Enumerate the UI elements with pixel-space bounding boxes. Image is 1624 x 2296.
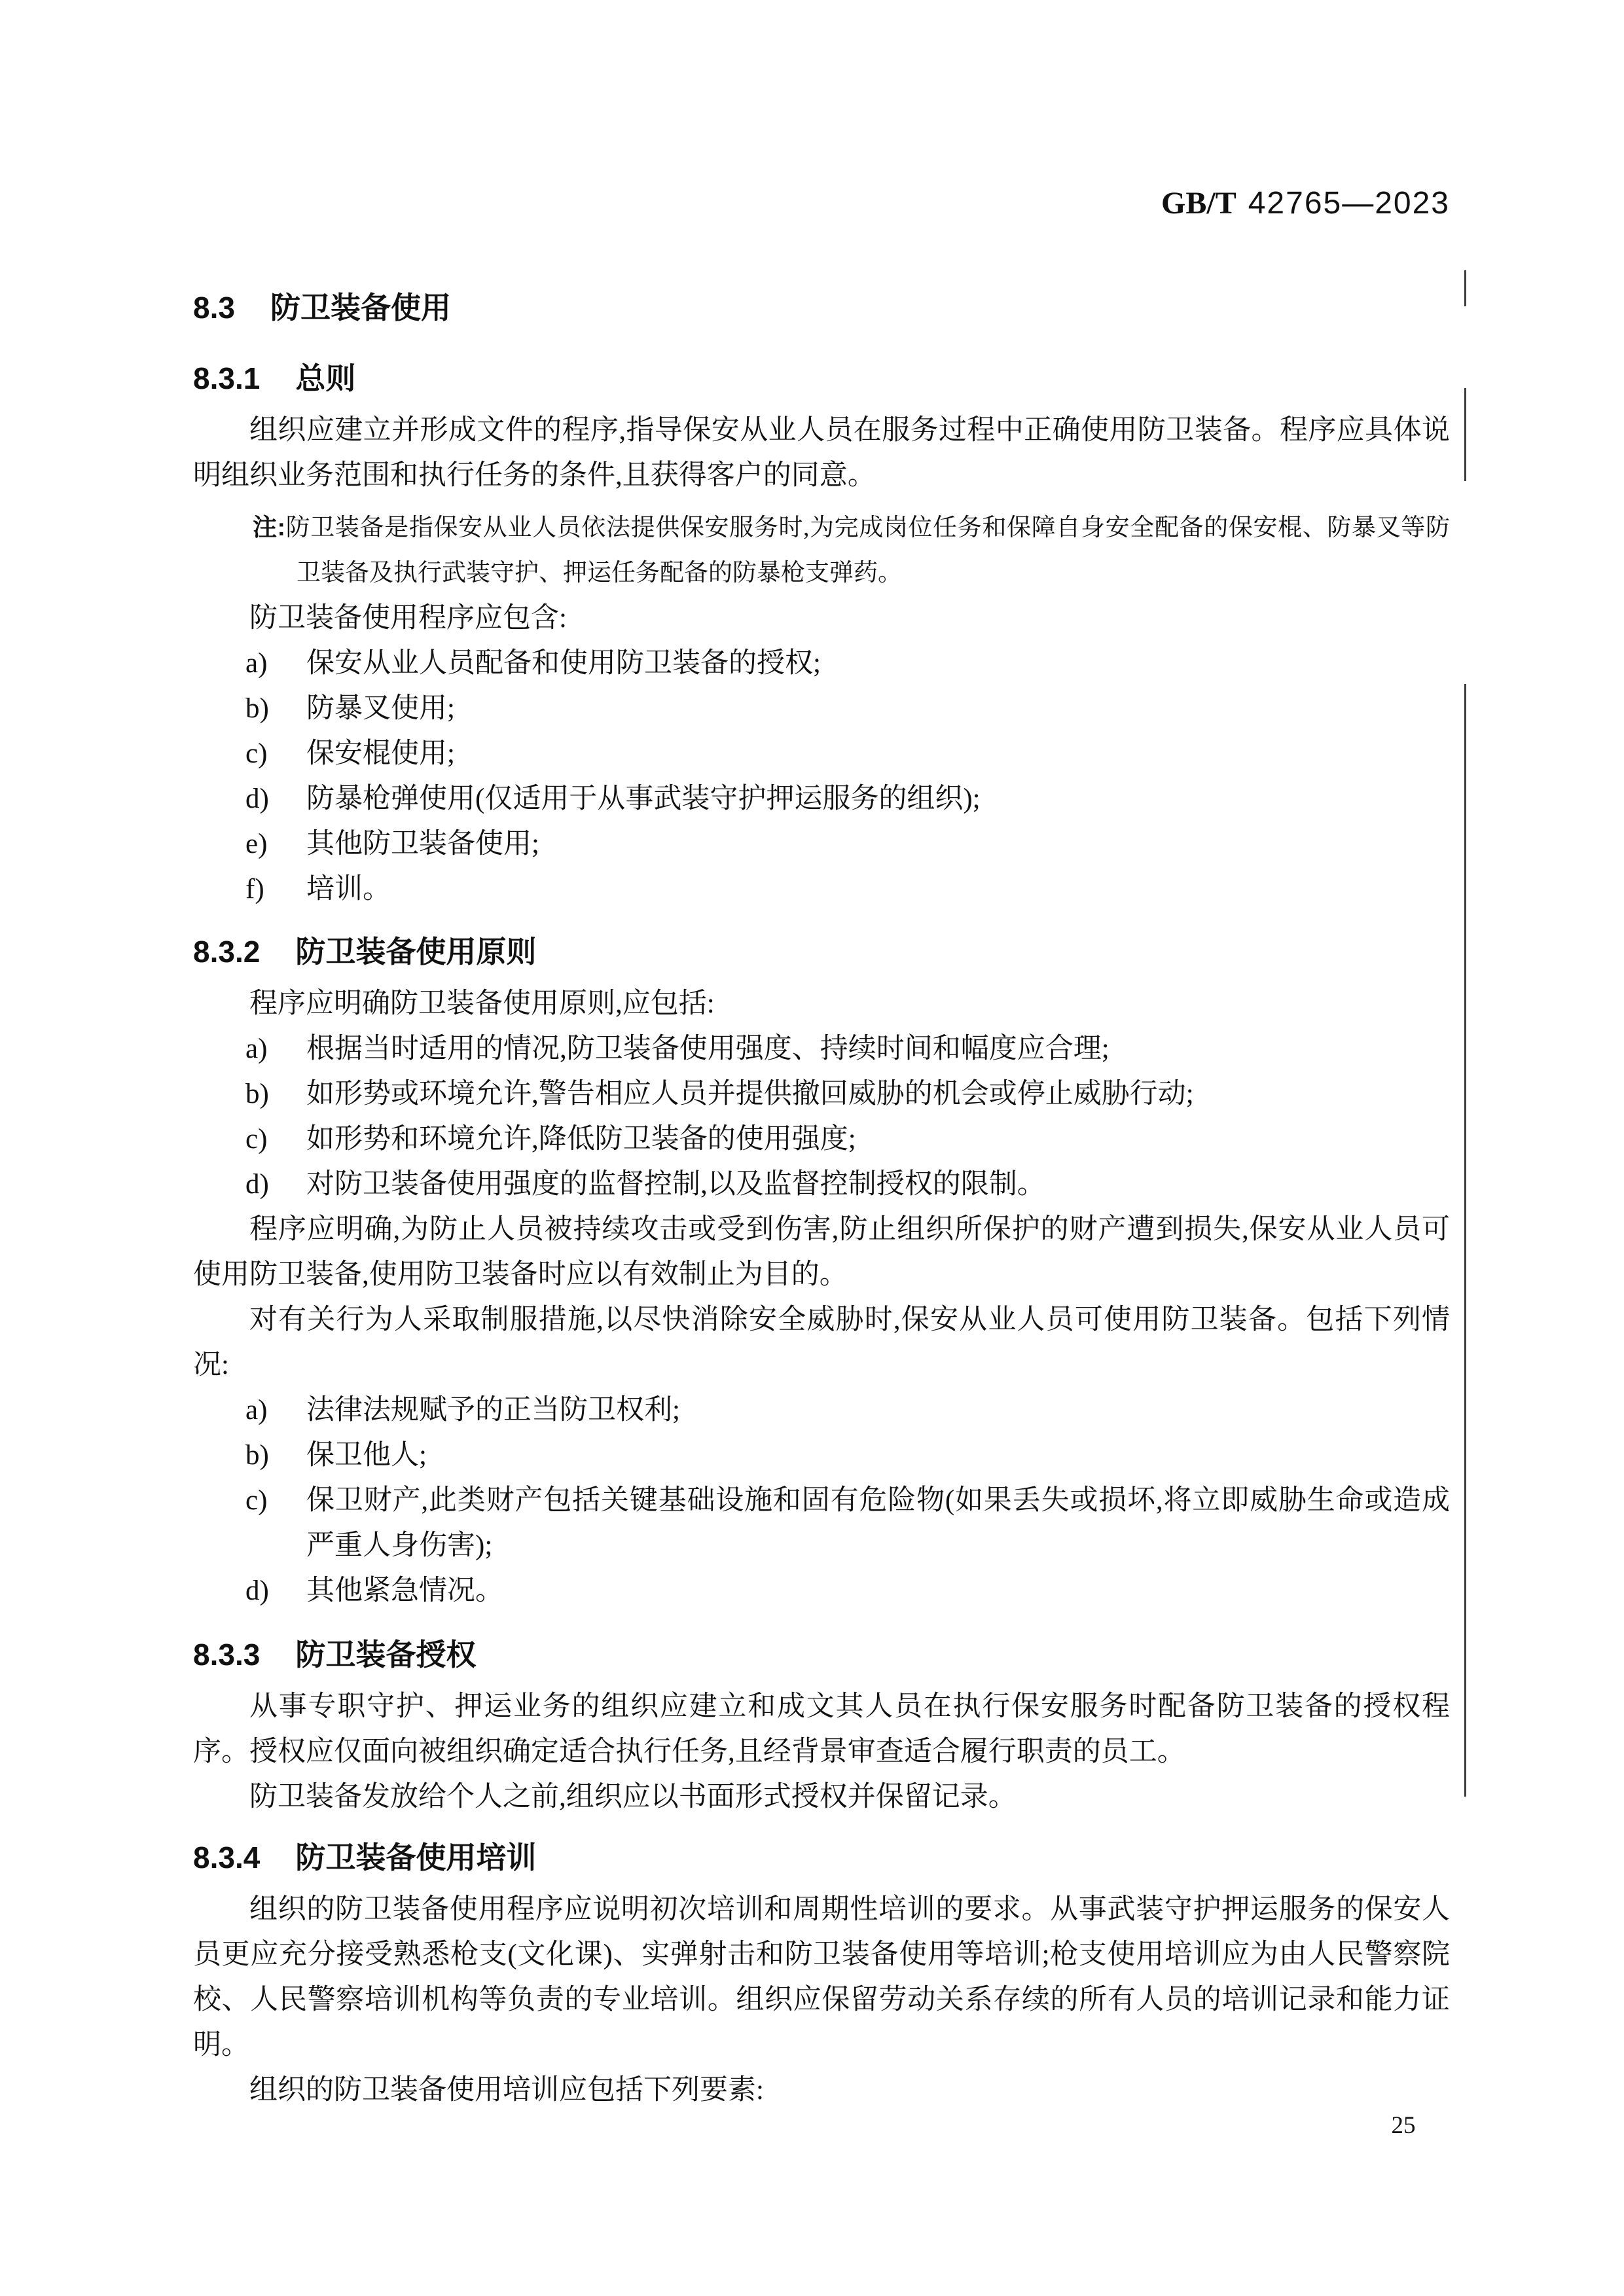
list-832-situations <box>193 1388 1450 1613</box>
list-marker: a) <box>245 648 268 679</box>
standard-code-number: 42765—2023 <box>1248 186 1450 221</box>
list-marker: f) <box>245 874 264 905</box>
section-title: 总则 <box>295 361 356 395</box>
list-item-text: 对防卫装备使用强度的监督控制,以及监督控制授权的限制。 <box>306 1169 1045 1200</box>
list-marker: d) <box>245 1169 269 1200</box>
paragraph-832-1: 程序应明确防卫装备使用原则,应包括: <box>249 988 715 1019</box>
list-item <box>193 1071 1450 1117</box>
list-item-text: 培训。 <box>306 874 391 905</box>
paragraph-831-1: 组织应建立并形成文件的程序,指导保安从业人员在服务过程中正确使用防卫装备。程序应具体说明组织业务范围和执行任务的条件,且获得客户的同意。 <box>193 415 1450 491</box>
running-header <box>193 185 1450 222</box>
section-number: 8.3.1 <box>193 361 261 395</box>
section-heading-8-3-4 <box>193 1842 1450 1873</box>
note-text: 防卫装备是指保安从业人员依法提供保安服务时,为完成岗位任务和保障自身安全配备的保安棍、防暴叉等防卫装备及执行武装守护、押运任务配备的防暴枪支弹药。 <box>285 514 1450 586</box>
list-item-text: 保卫财产,此类财产包括关键基础设施和固有危险物(如果丢失或损坏,将立即威胁生命或造成严重人身伤害); <box>306 1485 1450 1561</box>
section-number: 8.3.2 <box>193 935 261 969</box>
paragraph-833-2: 防卫装备发放给个人之前,组织应以书面形式授权并保留记录。 <box>249 1782 1017 1812</box>
paragraph-833-1: 从事专职守护、押运业务的组织应建立和成文其人员在执行保安服务时配备防卫装备的授权程序。授权应仅面向被组织确定适合执行任务,且经背景审查适合履行职责的员工。 <box>193 1691 1450 1767</box>
list-marker: c) <box>245 1485 268 1516</box>
list-item <box>193 1162 1450 1207</box>
list-item-text: 保卫他人; <box>306 1440 427 1471</box>
section-heading-8-3-2 <box>193 937 1450 967</box>
list-item-text: 如形势和环境允许,降低防卫装备的使用强度; <box>306 1124 856 1155</box>
list-marker: c) <box>245 1124 268 1155</box>
list-item-text: 防暴叉使用; <box>306 693 455 724</box>
list-marker: b) <box>245 1079 269 1109</box>
list-item <box>193 1478 1450 1568</box>
revision-mark-bar-3 <box>1464 684 1466 1797</box>
list-item-text: 根据当时适用的情况,防卫装备使用强度、持续时间和幅度应合理; <box>306 1033 1110 1064</box>
list-item <box>193 821 1450 867</box>
section-title: 防卫装备使用培训 <box>295 1840 537 1874</box>
list-item <box>193 1117 1450 1162</box>
list-item-text: 保安从业人员配备和使用防卫装备的授权; <box>306 648 821 679</box>
list-item-text: 法律法规赋予的正当防卫权利; <box>306 1395 680 1426</box>
section-title: 防卫装备使用原则 <box>295 935 537 969</box>
list-marker: b) <box>245 1440 269 1471</box>
section-heading-8-3-3 <box>193 1640 1450 1670</box>
list-item <box>193 1388 1450 1433</box>
section-title: 防卫装备授权 <box>295 1638 477 1672</box>
list-marker: e) <box>245 829 268 859</box>
standard-code-prefix: GB/T <box>1161 186 1236 221</box>
revision-mark-bar-2 <box>1464 388 1466 481</box>
section-number: 8.3.3 <box>193 1638 261 1672</box>
page-content <box>193 0 1450 2113</box>
paragraph-831-2: 防卫装备使用程序应包含: <box>249 603 567 634</box>
list-item <box>193 731 1450 776</box>
list-marker: d) <box>245 783 269 814</box>
paragraph-832-3: 对有关行为人采取制服措施,以尽快消除安全威胁时,保安从业人员可使用防卫装备。包括下列情况: <box>193 1304 1450 1380</box>
list-item-text: 防暴枪弹使用(仅适用于从事武装守护押运服务的组织); <box>306 783 981 814</box>
page-number: 25 <box>1391 2112 1416 2139</box>
list-marker: a) <box>245 1395 268 1426</box>
revision-mark-bar-1 <box>1464 270 1466 306</box>
list-item <box>193 776 1450 821</box>
list-marker: c) <box>245 738 268 769</box>
list-item <box>193 641 1450 686</box>
list-item-text: 保安棍使用; <box>306 738 455 769</box>
list-item <box>193 686 1450 731</box>
list-item-text: 如形势或环境允许,警告相应人员并提供撤回威胁的机会或停止威胁行动; <box>306 1079 1194 1109</box>
section-title: 防卫装备使用 <box>270 291 451 325</box>
section-number: 8.3.4 <box>193 1840 261 1874</box>
list-item <box>193 867 1450 912</box>
list-item-text: 其他紧急情况。 <box>306 1575 503 1606</box>
section-heading-8-3 <box>193 293 1450 323</box>
list-marker: b) <box>245 693 269 724</box>
list-item <box>193 1433 1450 1478</box>
note-block <box>193 505 1450 596</box>
list-item <box>193 1026 1450 1071</box>
list-marker: a) <box>245 1033 268 1064</box>
section-heading-8-3-1 <box>193 363 1450 393</box>
section-number: 8.3 <box>193 291 235 325</box>
list-831 <box>193 641 1450 912</box>
list-item <box>193 1568 1450 1613</box>
list-item-text: 其他防卫装备使用; <box>306 829 539 859</box>
paragraph-834-2: 组织的防卫装备使用培训应包括下列要素: <box>249 2075 764 2106</box>
note-label: 注: <box>253 514 285 541</box>
paragraph-834-1: 组织的防卫装备使用程序应说明初次培训和周期性培训的要求。从事武装守护押运服务的保安人员更应充分接受熟悉枪支(文化课)、实弹射击和防卫装备使用等培训;枪支使用培训应为由人民警察院校、人民警察培训机构等负责的专业培训。组织应保留劳动关系存续的所有人员的培训记录和能力证明。 <box>193 1894 1450 2060</box>
paragraph-832-2: 程序应明确,为防止人员被持续攻击或受到伤害,防止组织所保护的财产遭到损失,保安从业人员可使用防卫装备,使用防卫装备时应以有效制止为目的。 <box>193 1214 1450 1290</box>
list-marker: d) <box>245 1575 269 1606</box>
list-832-principles <box>193 1026 1450 1207</box>
